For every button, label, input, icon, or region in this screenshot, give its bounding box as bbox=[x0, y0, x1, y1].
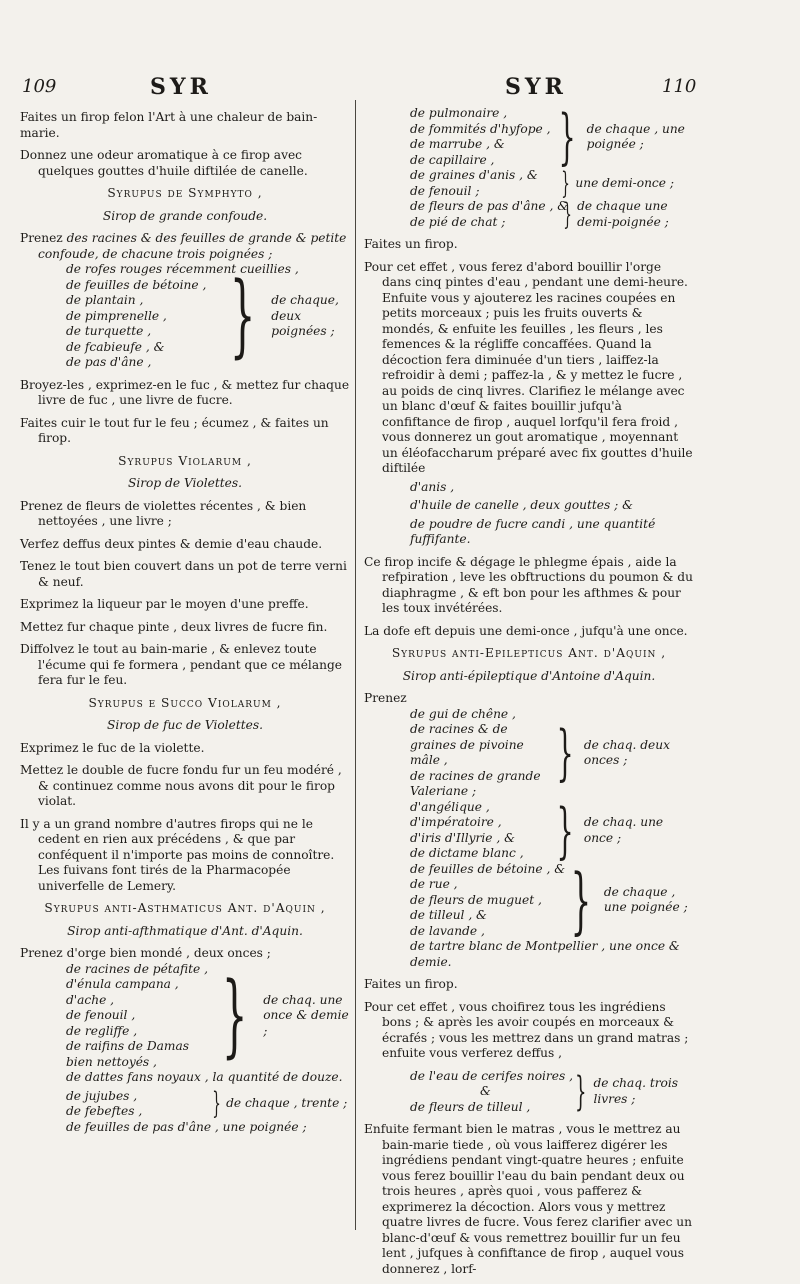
section-subheading: Sirop anti-afthmatique d'Ant. d'Aquin. bbox=[67, 923, 303, 938]
brace-note: de chaque, deux poignées ; bbox=[271, 293, 339, 338]
ingredient-item: & bbox=[480, 1084, 491, 1098]
section-heading: Syrupus e Succo Violarum , bbox=[88, 695, 282, 710]
ingredient-item: de capillaire , bbox=[410, 152, 495, 167]
right-page-number: 110 bbox=[662, 76, 697, 97]
paragraph: Donnez une odeur aromatique à ce firop avec quelques gouttes d'huile diftilée de canelle. bbox=[20, 148, 308, 178]
ingredient-item: de racines de pétafite , bbox=[66, 961, 208, 976]
ingredient-item: de pimprenelle , bbox=[66, 308, 167, 323]
paragraph: Tenez le tout bien couvert dans un pot de terre verni & neuf. bbox=[20, 559, 347, 589]
ingredient-line: de tartre blanc de Montpellier , une once & demie. bbox=[410, 939, 680, 969]
brace-note: de chaque , trente ; bbox=[226, 1096, 348, 1111]
ingredient-item: de lavande , bbox=[410, 923, 485, 938]
lead-word: Prenez bbox=[20, 231, 63, 245]
ingredient-item: de pas d'âne , bbox=[66, 355, 152, 369]
brace-note: de chaque une demi-poignée ; bbox=[577, 199, 669, 229]
section-heading: Syrupus Violarum , bbox=[118, 453, 252, 468]
paragraph: Ce firop incife & dégage le phlegme épais , aide la refpiration , leve les obftructions du poumon & du diaphragme , & eft bon pour les afthmes & pour les toux invétérées. bbox=[364, 554, 693, 615]
brace: } bbox=[570, 858, 592, 943]
right-column bbox=[364, 102, 694, 1284]
left-running-title: SYR bbox=[150, 74, 212, 100]
brace-note: de chaque , une poignée ; bbox=[586, 121, 685, 151]
left-page-number: 109 bbox=[22, 76, 57, 97]
paragraph: Enfuite fermant bien le matras , vous le mettrez au bain-marie tiede , où vous laifferez digérer les ingrédiens pendant vingt-quatre heures ; enfuite vous ferez bouillir l'eau du bain pendant deux ou trois heures , après quoi , vous pafferez & exprimerez la décoction. Alors vous y mettrez quatre livres de fucre. Vous ferez clarifier avec un blanc-d'œuf & vous remettrez bouillir fur un feu lent , jufques à confiftance de firop , auquel vous donnerez , lorf- bbox=[364, 1122, 693, 1276]
section-subheading: Sirop de grande confoude. bbox=[102, 208, 268, 223]
ingredient-item: de regliffe , bbox=[66, 1023, 138, 1038]
paragraph: Mettez fur chaque pinte , deux livres de fucre fin. bbox=[20, 619, 328, 634]
ingredient-group bbox=[20, 1086, 350, 1121]
ingredient-item: de gui de chêne , bbox=[410, 706, 516, 721]
paragraph: Mettez le double de fucre fondu fur un feu modéré , & continuez comme nous avons dit pour le firop violat. bbox=[20, 763, 342, 808]
brace: } bbox=[558, 102, 577, 172]
ingredient-line: d'huile de canelle , deux gouttes ; & bbox=[410, 498, 633, 512]
paragraph: Broyez-les , exprimez-en le fuc , & mettez fur chaque livre de fuc , une livre de fucre. bbox=[20, 377, 350, 407]
ingredient-line: d'anis , bbox=[410, 479, 455, 494]
paragraph: Faites un firop. bbox=[364, 237, 458, 251]
ingredient-item: de feuilles de bétoine , & bbox=[410, 861, 566, 876]
ingredient-item: de marrube , & bbox=[410, 137, 505, 151]
ingredient-item: de dictame blanc , bbox=[410, 846, 524, 860]
ingredient-item: de pulmonaire , bbox=[410, 106, 508, 120]
ingredient-item: d'énula campana , bbox=[66, 977, 179, 991]
section-subheading: Sirop de Violettes. bbox=[127, 476, 243, 490]
ingredient-item: de fommités d'hyfope , bbox=[410, 121, 551, 136]
brace: } bbox=[221, 962, 248, 1068]
ingredient-item: de raifins de Damas bien nettoyés , bbox=[66, 1039, 189, 1069]
paragraph: Pour cet effet , vous choifirez tous les ingrédiens bons ; & après les avoir coupés en morceaux & écrafés ; vous les mettrez dans un grand matras ; enfuite vous verferez deffus , bbox=[364, 999, 689, 1060]
section-heading: Syrupus anti-Epilepticus Ant. d'Aquin , bbox=[391, 646, 667, 660]
section-subheading: Sirop de fuc de Violettes. bbox=[107, 718, 263, 732]
ingredient-item: de l'eau de cerifes noires , bbox=[410, 1068, 573, 1083]
brace: } bbox=[561, 165, 571, 201]
paragraph: Verfez deffus deux pintes & demie d'eau chaude. bbox=[20, 536, 323, 551]
recipe-text: des racines & des feuilles de grande & petite confoude, de chacune trois poignées ; bbox=[38, 231, 347, 261]
brace: } bbox=[556, 718, 574, 788]
brace: } bbox=[212, 1086, 221, 1121]
ingredient-line: de poudre de fucre candi , une quantité fuffifante. bbox=[410, 516, 656, 546]
ingredient-item: de fcabieufe , & bbox=[66, 339, 165, 354]
lead-word: Prenez bbox=[364, 691, 407, 705]
brace-note: de chaq. une once ; bbox=[583, 815, 664, 845]
right-running-title: SYR bbox=[505, 74, 567, 100]
paragraph: Pour cet effet , vous ferez d'abord bouillir l'orge dans cinq pintes d'eau , pendant une demi-heure. Enfuite vous y ajouterez les racines coupées en petits morceaux ; puis les fruits ouverts & mondés, & enfuite les feuilles , les fleurs , les femences & la régliffe concaffées. Quand la décoction fera diminuée d'un tiers , laiffez-la refroidir à demi ; paffez-la , & y mettez le fucre , au poids de cinq livres. Clarifiez le mélange avec un blanc d'œuf & faites bouillir jufqu'à confiftance de firop , auquel lorfqu'il fera froid , vous donnerez un gout aromatique , moyennant un éléofaccharum préparé avec fix gouttes d'huile diftilée bbox=[364, 259, 693, 475]
ingredient-line: de dattes fans noyaux , la quantité de douze. bbox=[66, 1070, 343, 1084]
paragraph: Exprimez le fuc de la violette. bbox=[20, 740, 205, 755]
brace: } bbox=[563, 196, 572, 232]
ingredient-item: de pié de chat ; bbox=[410, 214, 506, 229]
ingredient-item: de febeftes , bbox=[66, 1104, 143, 1118]
ingredient-item: de racines de grande Valeriane ; bbox=[410, 768, 541, 798]
section-heading: Syrupus anti-Asthmaticus Ant. d'Aquin , bbox=[44, 901, 326, 915]
column-divider bbox=[355, 100, 356, 1230]
ingredient-group bbox=[364, 165, 694, 201]
ingredient-group bbox=[20, 262, 350, 371]
ingredient-item: d'ache , bbox=[66, 992, 115, 1007]
ingredient-item: de fenouil , bbox=[66, 1008, 136, 1022]
ingredient-item: de feuilles de bétoine , bbox=[66, 277, 207, 292]
brace-note: de chaq. deux onces ; bbox=[583, 737, 670, 767]
paragraph: Il y a un grand nombre d'autres firops qui ne le cedent en rien aux précédens , & que par conféquent il n'importe pas moins de connoître. Les fuivans font tirés de la Pharmacopée univerfelle de Lemery. bbox=[20, 816, 335, 893]
brace: } bbox=[556, 795, 574, 866]
ingredient-item: de graines d'anis , & bbox=[410, 168, 538, 182]
brace-note: de chaq. trois livres ; bbox=[593, 1076, 679, 1106]
ingredient-item: de rue , bbox=[410, 877, 458, 891]
ingredient-group bbox=[364, 196, 694, 232]
ingredient-item: de tilleul , & bbox=[410, 908, 487, 922]
paragraph: Faites un firop felon l'Art à une chaleur de bain-marie. bbox=[20, 110, 318, 140]
paragraph: Prenez de fleurs de violettes récentes , & bien nettoyées , une livre ; bbox=[20, 498, 307, 528]
ingredient-item: de jujubes , bbox=[66, 1088, 138, 1103]
ingredient-item: de racines & de graines de pivoine mâle , bbox=[410, 722, 524, 767]
brace: } bbox=[574, 1068, 587, 1115]
brace-note: une demi-once ; bbox=[575, 175, 674, 190]
ingredient-item: de fleurs de tilleul , bbox=[410, 1099, 531, 1114]
ingredient-group bbox=[364, 795, 694, 866]
ingredient-line: de feuilles de pas d'âne , une poignée ; bbox=[66, 1119, 307, 1134]
ingredient-group bbox=[364, 102, 694, 172]
paragraph: La dofe eft depuis une demi-once , jufqu'à une once. bbox=[364, 623, 688, 638]
brace-note: de chaque , une poignée ; bbox=[603, 884, 688, 915]
ingredient-group bbox=[20, 962, 350, 1071]
ingredient-item: de fleurs de pas d'âne , & bbox=[410, 199, 569, 213]
section-subheading: Sirop anti-épileptique d'Antoine d'Aquin. bbox=[402, 668, 656, 683]
ingredient-item: d'iris d'Illyrie , & bbox=[410, 830, 515, 845]
paragraph: Faites cuir le tout fur le feu ; écumez , & faites un firop. bbox=[20, 415, 329, 445]
brace: } bbox=[229, 263, 256, 369]
ingredient-item: de fenouil ; bbox=[410, 183, 480, 198]
ingredient-item: d'angélique , bbox=[410, 799, 490, 814]
ingredient-group bbox=[364, 1069, 694, 1116]
paragraph bbox=[20, 231, 350, 262]
ingredient-item: de fleurs de muguet , bbox=[410, 892, 542, 907]
paragraph: Prenez d'orge bien mondé , deux onces ; bbox=[20, 946, 271, 960]
ingredient-item: de turquette , bbox=[66, 324, 152, 338]
brace-note: de chaq. une once & demie ; bbox=[263, 992, 349, 1038]
paragraph: Exprimez la liqueur par le moyen d'une preffe. bbox=[20, 597, 309, 611]
section-heading: Syrupus de Symphyto , bbox=[107, 186, 263, 200]
ingredient-item: d'impératoire , bbox=[410, 815, 502, 829]
ingredient-item: de rofes rouges récemment cueillies , bbox=[66, 262, 299, 276]
left-column bbox=[20, 110, 350, 1138]
ingredient-group bbox=[364, 707, 694, 800]
paragraph: Faites un firop. bbox=[364, 977, 458, 991]
ingredient-item: de plantain , bbox=[66, 293, 144, 307]
paragraph: Diffolvez le tout au bain-marie , & enlevez toute l'écume qui fe formera , pendant que ce mélange fera fur le feu. bbox=[20, 642, 342, 687]
ingredient-group bbox=[364, 858, 694, 943]
